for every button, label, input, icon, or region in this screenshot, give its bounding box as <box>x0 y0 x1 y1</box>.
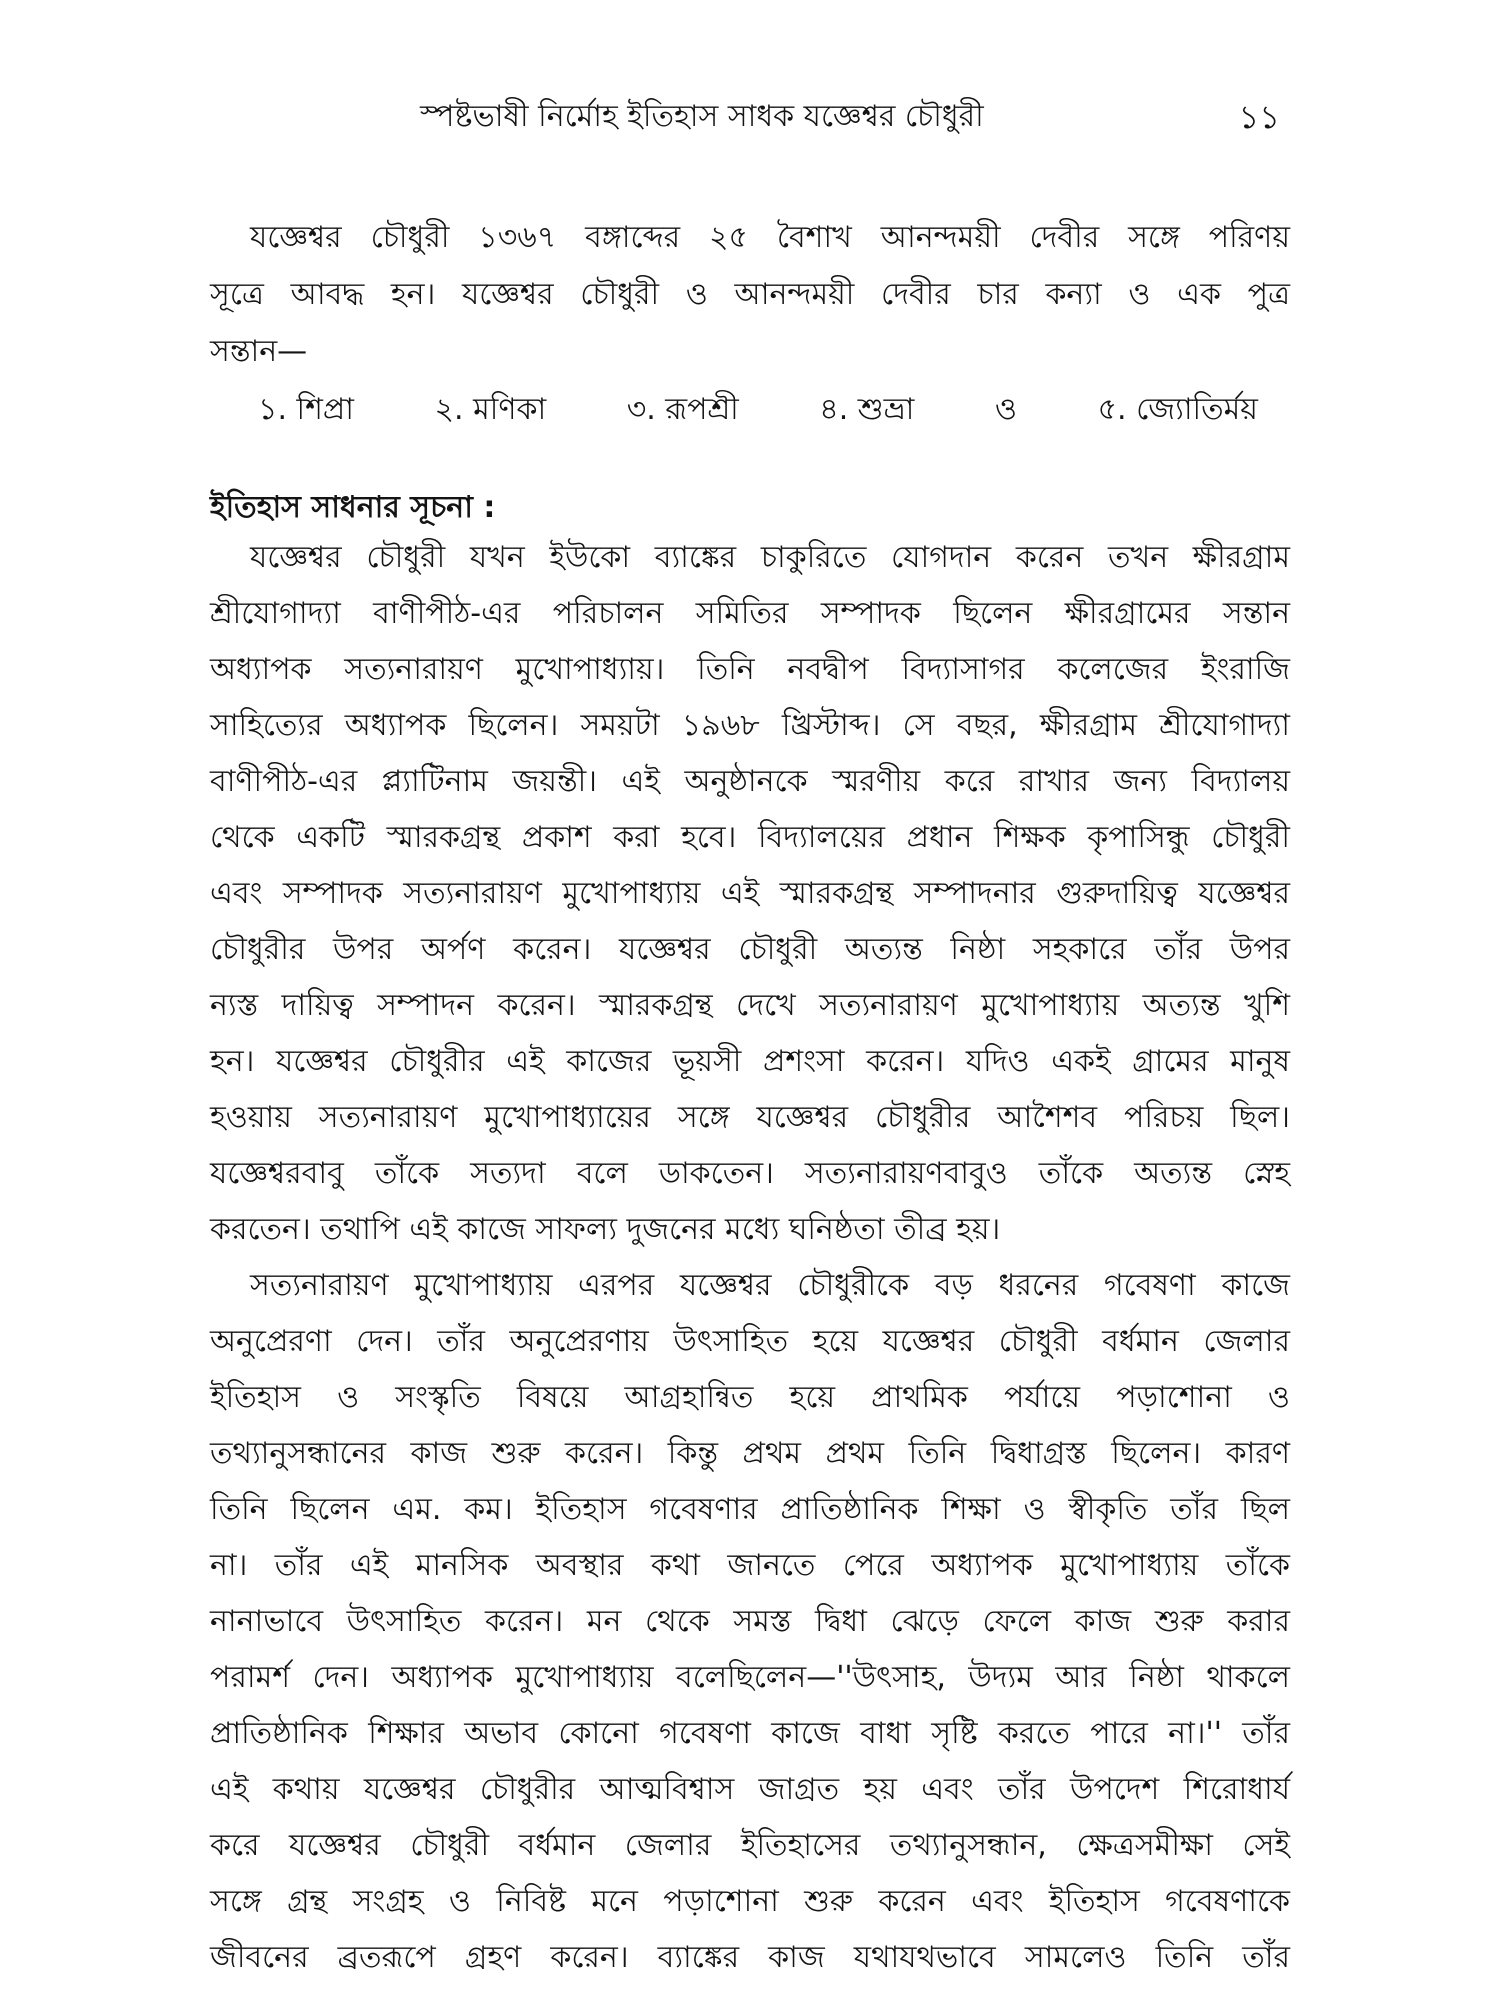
paragraph-line: হন। যজ্ঞেশ্বর চৌধুরীর এই কাজের ভূয়সী প্রশংসা করেন। যদিও একই গ্রামের মানুষ <box>210 1044 1290 1079</box>
paragraph-line: যজ্ঞেশ্বরবাবু তাঁকে সত্যদা বলে ডাকতেন। সত্যনারায়ণবাবুও তাঁকে অত্যন্ত স্নেহ <box>210 1156 1290 1191</box>
page-number: ১১ <box>1238 98 1280 136</box>
paragraph-line: অনুপ্রেরণা দেন। তাঁর অনুপ্রেরণায় উৎসাহিত হয়ে যজ্ঞেশ্বর চৌধুরী বর্ধমান জেলার <box>210 1324 1290 1359</box>
paragraph-line: করতেন। তথাপি এই কাজে সাফল্য দুজনের মধ্যে ঘনিষ্ঠতা তীব্র হয়। <box>210 1212 1001 1247</box>
paragraph-line: করে যজ্ঞেশ্বর চৌধুরী বর্ধমান জেলার ইতিহাসের তথ্যানুসন্ধান, ক্ষেত্রসমীক্ষা সেই <box>210 1828 1290 1863</box>
child-name: ৩. রূপশ্রী <box>626 392 739 427</box>
child-name: ১. শিপ্রা <box>258 392 354 427</box>
paragraph-line: জীবনের ব্রতরূপে গ্রহণ করেন। ব্যাঙ্কের কাজ যথাযথভাবে সামলেও তিনি তাঁর <box>210 1940 1290 1975</box>
paragraph-line: সত্যনারায়ণ মুখোপাধ্যায় এরপর যজ্ঞেশ্বর চৌধুরীকে বড় ধরনের গবেষণা কাজে <box>250 1268 1290 1303</box>
paragraph-line: যজ্ঞেশ্বর চৌধুরী যখন ইউকো ব্যাঙ্কের চাকুরিতে যোগদান করেন তখন ক্ষীরগ্রাম <box>250 540 1290 575</box>
paragraph-line: বাণীপীঠ-এর প্ল্যাটিনাম জয়ন্তী। এই অনুষ্ঠানকে স্মরণীয় করে রাখার জন্য বিদ্যালয় <box>210 764 1290 799</box>
paragraph-line: সাহিত্যের অধ্যাপক ছিলেন। সময়টা ১৯৬৮ খ্রিস্টাব্দ। সে বছর, ক্ষীরগ্রাম শ্রীযোগাদ্যা <box>210 708 1290 743</box>
paragraph-line: শ্রীযোগাদ্যা বাণীপীঠ-এর পরিচালন সমিতির সম্পাদক ছিলেন ক্ষীরগ্রামের সন্তান <box>210 596 1290 631</box>
running-header <box>210 92 1280 142</box>
paragraph-line: চৌধুরীর উপর অর্পণ করেন। যজ্ঞেশ্বর চৌধুরী অত্যন্ত নিষ্ঠা সহকারে তাঁর উপর <box>210 932 1290 967</box>
child-name: ৫. জ্যোতির্ময় <box>1097 392 1258 427</box>
children-list <box>258 380 1258 440</box>
paragraph-line: যজ্ঞেশ্বর চৌধুরী ১৩৬৭ বঙ্গাব্দের ২৫ বৈশাখ আনন্দময়ী দেবীর সঙ্গে পরিণয় <box>250 220 1290 255</box>
paragraph-line: ন্যস্ত দায়িত্ব সম্পাদন করেন। স্মারকগ্রন্থ দেখে সত্যনারায়ণ মুখোপাধ্যায় অত্যন্ত খুশি <box>210 988 1290 1023</box>
child-name: ৪. শুভ্রা <box>819 392 915 427</box>
paragraph-line: তথ্যানুসন্ধানের কাজ শুরু করেন। কিন্তু প্রথম প্রথম তিনি দ্বিধাগ্রস্ত ছিলেন। কারণ <box>210 1436 1290 1471</box>
paragraph-line: এই কথায় যজ্ঞেশ্বর চৌধুরীর আত্মবিশ্বাস জাগ্রত হয় এবং তাঁর উপদেশ শিরোধার্য <box>210 1772 1290 1807</box>
paragraph-line: সূত্রে আবদ্ধ হন। যজ্ঞেশ্বর চৌধুরী ও আনন্দময়ী দেবীর চার কন্যা ও এক পুত্র <box>210 277 1290 312</box>
paragraph-line: হওয়ায় সত্যনারায়ণ মুখোপাধ্যায়ের সঙ্গে যজ্ঞেশ্বর চৌধুরীর আশৈশব পরিচয় ছিল। <box>210 1100 1290 1135</box>
conjunction: ও <box>994 392 1018 427</box>
paragraph-line: অধ্যাপক সত্যনারায়ণ মুখোপাধ্যায়। তিনি নবদ্বীপ বিদ্যাসাগর কলেজের ইংরাজি <box>210 652 1290 687</box>
paragraph-line: না। তাঁর এই মানসিক অবস্থার কথা জানতে পেরে অধ্যাপক মুখোপাধ্যায় তাঁকে <box>210 1548 1290 1583</box>
paragraph-line: সঙ্গে গ্রন্থ সংগ্রহ ও নিবিষ্ট মনে পড়াশোনা শুরু করেন এবং ইতিহাস গবেষণাকে <box>210 1884 1290 1919</box>
paragraph-line: নানাভাবে উৎসাহিত করেন। মন থেকে সমস্ত দ্বিধা ঝেড়ে ফেলে কাজ শুরু করার <box>210 1604 1290 1639</box>
paragraph-line: থেকে একটি স্মারকগ্রন্থ প্রকাশ করা হবে। বিদ্যালয়ের প্রধান শিক্ষক কৃপাসিন্ধু চৌধুরী <box>210 820 1290 855</box>
section-heading: ইতিহাস সাধনার সূচনা : <box>210 490 496 525</box>
child-name: ২. মণিকা <box>434 392 547 427</box>
paragraph-line: সন্তান— <box>210 334 308 369</box>
paragraph-line: তিনি ছিলেন এম. কম। ইতিহাস গবেষণার প্রাতিষ্ঠানিক শিক্ষা ও স্বীকৃতি তাঁর ছিল <box>210 1492 1290 1527</box>
paragraph-line: ইতিহাস ও সংস্কৃতি বিষয়ে আগ্রহান্বিত হয়ে প্রাথমিক পর্যায়ে পড়াশোনা ও <box>210 1380 1290 1415</box>
running-title: স্পষ্টভাষী নির্মোহ ইতিহাস সাধক যজ্ঞেশ্বর চৌধুরী <box>420 99 984 134</box>
paragraph-line: প্রাতিষ্ঠানিক শিক্ষার অভাব কোনো গবেষণা কাজে বাধা সৃষ্টি করতে পারে না।'' তাঁর <box>210 1716 1290 1751</box>
paragraph-line: এবং সম্পাদক সত্যনারায়ণ মুখোপাধ্যায় এই স্মারকগ্রন্থ সম্পাদনার গুরুদায়িত্ব যজ্ঞেশ্বর <box>210 876 1290 911</box>
paragraph-line: পরামর্শ দেন। অধ্যাপক মুখোপাধ্যায় বলেছিলেন—''উৎসাহ, উদ্যম আর নিষ্ঠা থাকলে <box>210 1660 1290 1695</box>
